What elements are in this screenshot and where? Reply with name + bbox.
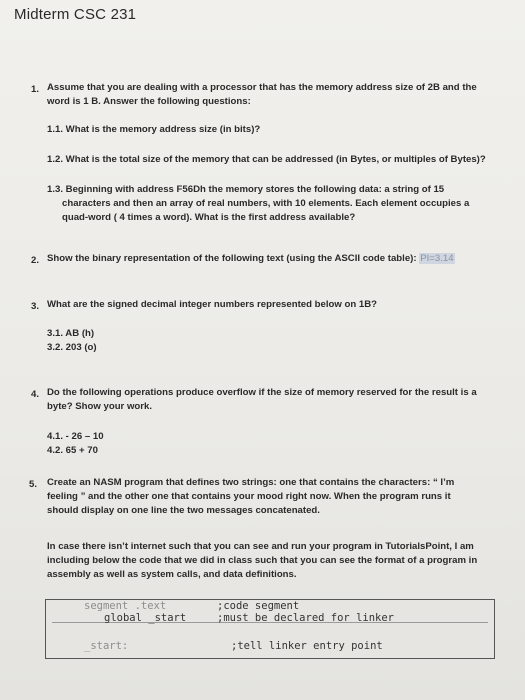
q5-para-line1: In case there isn’t internet such that you can see and run your program in TutorialsPoint, I am xyxy=(47,541,474,552)
q3-sub1: 3.1. AB (h) xyxy=(47,328,95,339)
q3-number: 3. xyxy=(31,301,40,312)
q1-line1: Assume that you are dealing with a processor that has the memory address size of 2B and the xyxy=(47,82,477,93)
q5-para-line2: including below the code that we did in class such that you can see the format of a program in xyxy=(47,555,478,566)
q4-sub1: 4.1. - 26 – 10 xyxy=(47,431,104,442)
q2-highlight: PI=3.14 xyxy=(420,253,454,264)
q1-sub3-line1: 1.3. Beginning with address F56Dh the memory stores the following data: a string of 15 xyxy=(47,184,445,195)
code-line1-code: segment .text xyxy=(84,600,167,612)
q4-sub2: 4.2. 65 + 70 xyxy=(47,445,98,456)
q1-number: 1. xyxy=(31,84,40,95)
code-line2-code: global _start xyxy=(104,612,187,624)
q5-number: 5. xyxy=(29,479,38,490)
q4-number: 4. xyxy=(31,389,40,400)
q2-line xyxy=(47,252,455,266)
q1-line2: word is 1 B. Answer the following questions: xyxy=(47,96,251,107)
q2-number: 2. xyxy=(31,255,40,266)
q1-sub2: 1.2. What is the total size of the memory that can be addressed (in Bytes, or multiples of Bytes)? xyxy=(47,154,486,165)
code-line2-comment: ;must be declared for linker xyxy=(217,612,395,624)
q5-line3: should display on one line the two messages concatenated. xyxy=(47,505,320,516)
q2-text: Show the binary representation of the following text (using the ASCII code table): xyxy=(47,253,420,264)
code-line3-code: _start: xyxy=(84,640,129,652)
q1-sub3-line2: characters and then an array of real numbers, with 10 elements. Each element occupies a xyxy=(62,198,470,209)
q3-text: What are the signed decimal integer numbers represented below on 1B? xyxy=(47,299,377,310)
page-title: Midterm CSC 231 xyxy=(14,6,137,23)
q4-line2: byte? Show your work. xyxy=(47,401,153,412)
q5-line2: feeling ” and the other one that contains your mood right now. When the program runs it xyxy=(47,491,451,502)
code-line1-comment: ;code segment xyxy=(217,600,300,612)
q5-line1: Create an NASM program that defines two strings: one that contains the characters: “ I’m xyxy=(47,477,455,488)
q1-sub3-line3: quad-word ( 4 times a word). What is the first address available? xyxy=(62,212,356,223)
q5-para-line3: assembly as well as system calls, and data definitions. xyxy=(47,569,297,580)
q3-sub2: 3.2. 203 (o) xyxy=(47,342,97,353)
code-line3-comment: ;tell linker entry point xyxy=(231,640,383,652)
q4-line1: Do the following operations produce overflow if the size of memory reserved for the result is a xyxy=(47,387,477,398)
q1-sub1: 1.1. What is the memory address size (in bits)? xyxy=(47,124,261,135)
